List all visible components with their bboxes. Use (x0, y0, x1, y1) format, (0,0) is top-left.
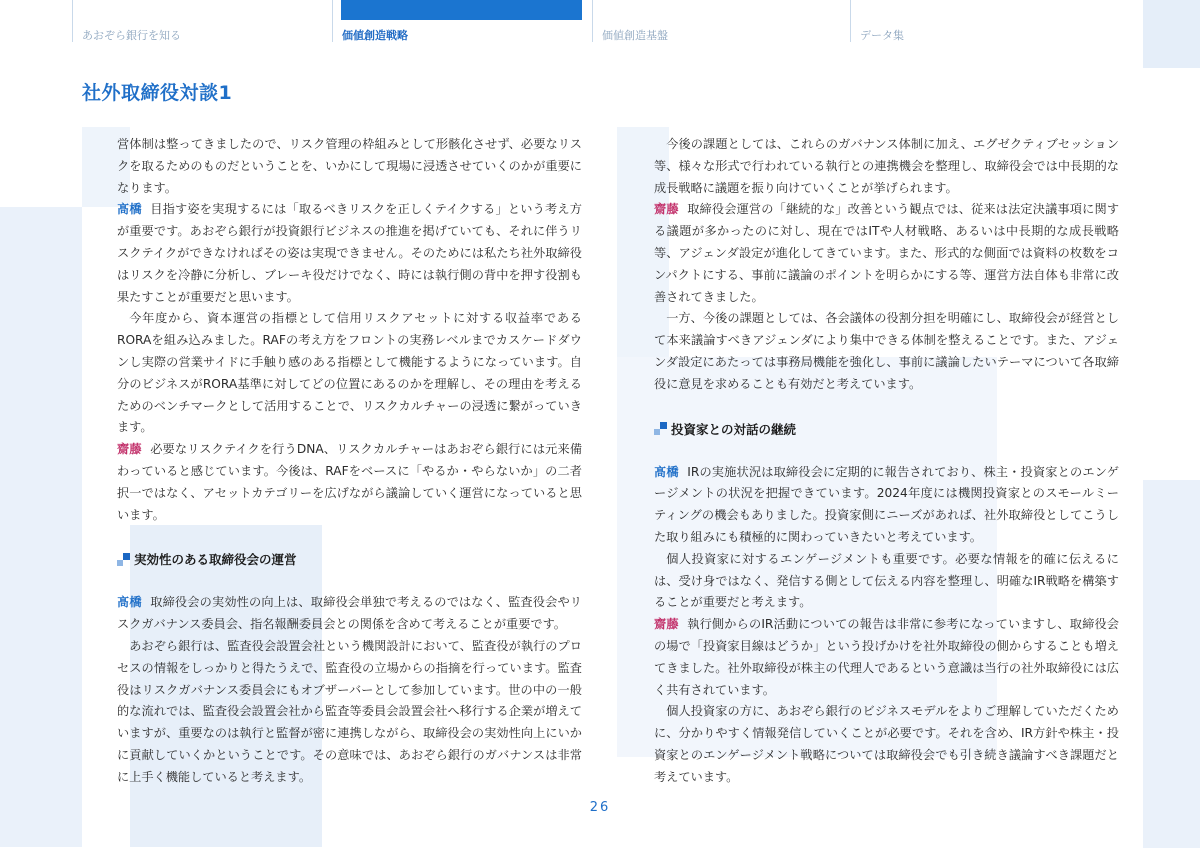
active-bar (341, 0, 582, 20)
paragraph: 個人投資家の方に、あおぞら銀行のビジネスモデルをよりご理解していただくために、分かりやすく情報発信していくことが必要です。それを含め、IR方針や株主・投資家とのエンゲージメント戦略については取締役会でも引き続き議論すべき課題だと考えています。 (654, 704, 1119, 784)
speaker-name: 髙橋 (117, 202, 142, 217)
paragraph (117, 439, 582, 526)
paragraph: あおぞら銀行は、監査役会設置会社という機関設計において、監査役が執行のプロセスの情報をしっかりと得たうえで、監査役の立場からの指摘を行っています。監査役はリスクガバナンス委員会にもオブザーバーとして参加しています。世の中の一般的な流れでは、監査役会設置会社から監査等委員会設置会社へ移行する企業が増えていますが、重要なのは執行と監督が密に連携しながら、取締役会の実効性向上にいかに貢献していくかということです。その意味では、あおぞら銀行のガバナンスは非常に上手く機能していると考えます。 (117, 638, 582, 784)
paragraph (654, 614, 1119, 701)
right-column (654, 134, 1119, 789)
page-title: 社外取締役対談1 (82, 82, 233, 104)
page-number: 26 (589, 800, 611, 815)
paragraph-text: IRの実施状況は取締役会に定期的に報告されており、株主・投資家とのエンゲージメントの状況を把握できています。2024年度には機関投資家とのスモールミーティングの機会もありました。投資家側にニーズがあれば、社外取締役としてこうした取り組みにも積極的に関わっていきたいと考えています。 (654, 464, 1119, 544)
paragraph-text: 執行側からのIR活動についての報告は非常に参考になっていますし、取締役会の場で「投資家目線はどうか」という投げかけを社外取締役の側からすることも増えてきました。社外取締役が株主の代理人であるという意識は当行の社外取締役には広く共有されています。 (654, 617, 1119, 697)
paragraph-text: 取締役会の実効性の向上は、取締役会単独で考えるのではなく、監査役会やリスクガバナンス委員会、指名報酬委員会との関係を含めて考えることが重要です。 (117, 595, 582, 632)
paragraph (654, 199, 1119, 308)
section-heading (117, 550, 582, 568)
paragraph: 一方、今後の課題としては、各会議体の役割分担を明確にし、取締役会が経営として本来議論すべきアジェンダにより集中できる体制を整えることです。また、アジェンダ設定にあたっては事務局機能を強化し、事前に議論したいテーマについて各取締役に意見を求めることも有効だと考えています。 (654, 311, 1119, 391)
speaker-name: 髙橋 (654, 464, 679, 479)
paragraph (117, 592, 582, 636)
paragraph (117, 199, 582, 308)
left-column (117, 134, 582, 789)
decorative-block (1143, 0, 1200, 68)
paragraph-text: 目指す姿を実現するには「取るべきリスクを正しくテイクする」という考え方が重要です。あおぞら銀行が投資銀行ビジネスの推進を掲げていても、それに伴うリスクテイクができなければその姿は実現できません。そのためには私たち社外取締役はリスクを冷静に分析し、ブレーキ役だけでなく、時には執行側の背中を押す役割も果たすことが重要だと思います。 (117, 202, 582, 304)
square-bullet-icon (654, 422, 667, 435)
nav-tab-label: 価値創造戦略 (342, 29, 408, 42)
speaker-name: 齋藤 (654, 202, 679, 217)
paragraph: 今年度から、資本運営の指標として信用リスクアセットに対する収益率であるRORAを組み込みました。RAFの考え方をフロントの実務レベルまでカスケードダウンし実際の営業サイドに手触り感のある指標として機能するようになっています。自分のビジネスがRORA基準に対してどの位置にあるのかを理解し、その理由を考えるためのベンチマークとして活用することで、リスクカルチャーの浸透に繋がっていきます。 (117, 311, 582, 435)
section-heading-text: 実効性のある取締役会の運営 (134, 552, 297, 568)
nav-tab-about[interactable] (72, 0, 330, 42)
paragraph (654, 462, 1119, 549)
square-bullet-icon (117, 553, 130, 566)
nav-tab-value-creation-foundation[interactable] (592, 0, 850, 42)
paragraph: 今後の課題としては、これらのガバナンス体制に加え、エグゼクティブセッション等、様々な形式で行われている執行との連携機会を整理し、取締役会では中長期的な成長戦略に議題を振り向けていくことが挙げられます。 (654, 137, 1119, 195)
nav-tab-label: あおぞら銀行を知る (82, 29, 181, 42)
section-heading-text: 投資家との対話の継続 (671, 421, 797, 437)
speaker-name: 髙橋 (117, 595, 142, 610)
paragraph-text: 取締役会運営の「継続的な」改善という観点では、従来は法定決議事項に関する議題が多かったのに対し、現在ではITや人材戦略、あるいは中長期的な成長戦略等、アジェンダ設定が進化してきています。また、形式的な側面では資料の枚数をコンパクトにする、事前に議論のポイントを明らかにする等、運営方法自体も非常に改善されてきました。 (654, 202, 1120, 304)
nav-tab-data[interactable] (850, 0, 1108, 42)
speaker-name: 齋藤 (654, 617, 679, 632)
paragraph: 個人投資家に対するエンゲージメントも重要です。必要な情報を的確に伝えるには、受け身ではなく、発信する側として伝える内容を整理し、明確なIR戦略を構築することが重要だと考えます。 (654, 551, 1119, 610)
nav-tab-label: 価値創造基盤 (602, 29, 668, 42)
section-heading (654, 420, 1119, 438)
nav-tab-label: データ集 (860, 29, 904, 42)
decorative-block (1143, 480, 1200, 848)
decorative-block (0, 207, 82, 847)
section-nav (72, 0, 1112, 42)
nav-tab-value-creation-strategy[interactable] (332, 0, 590, 42)
speaker-name: 齋藤 (117, 442, 142, 457)
paragraph: 営体制は整ってきましたので、リスク管理の枠組みとして形骸化させず、必要なリスクを取るためのものだということを、いかにして現場に浸透させていくのかが重要になります。 (117, 137, 582, 195)
paragraph-text: 必要なリスクテイクを行うDNA、リスクカルチャーはあおぞら銀行には元来備わっていると感じています。今後は、RAFをベースに「やるか・やらないか」の二者択一ではなく、アセットカテゴリーを広げながら議論していく運営になっていると思います。 (117, 442, 583, 522)
